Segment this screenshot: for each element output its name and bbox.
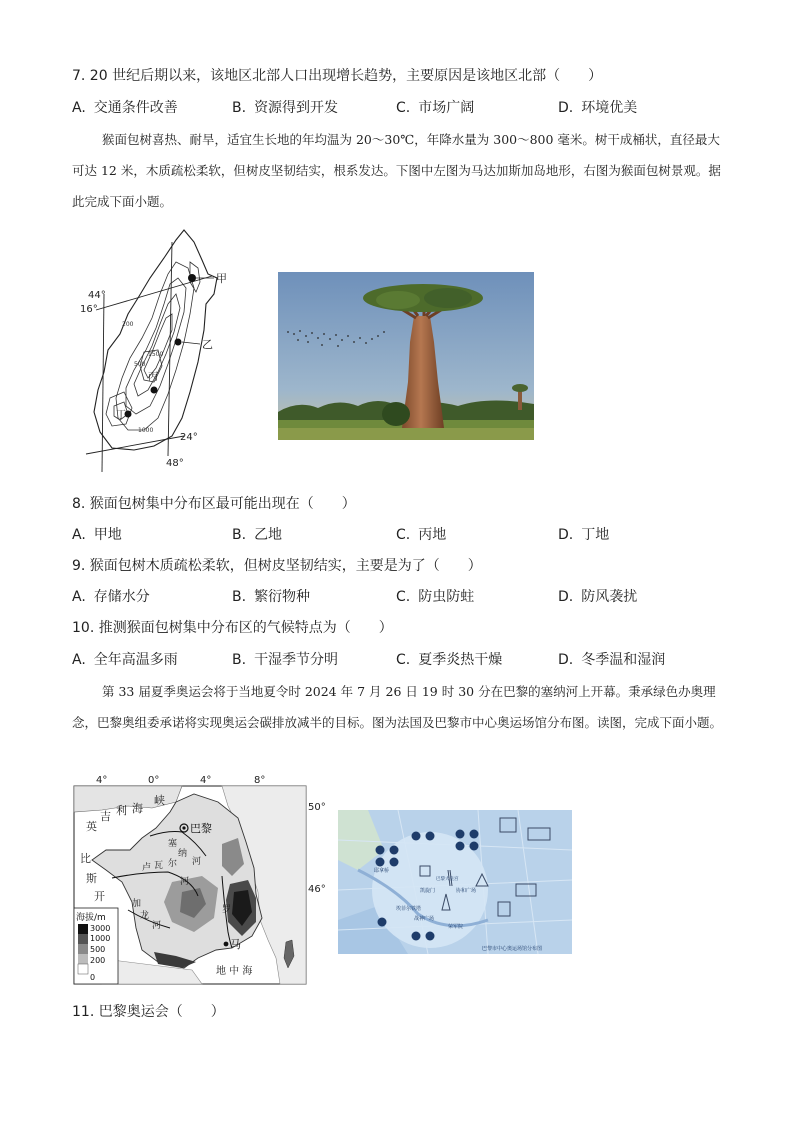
- latitude-24-line: [86, 436, 184, 454]
- point-bing-marker: [151, 387, 158, 394]
- river-char: 加: [132, 899, 142, 909]
- point-ding-label: 丁: [116, 410, 126, 421]
- point-jia-label: 甲: [216, 272, 227, 285]
- latitude-16-line: [96, 276, 212, 310]
- point-yi-marker: [175, 339, 182, 346]
- legend-value: 200: [90, 956, 106, 965]
- venue-label: 战神广场: [414, 916, 435, 922]
- point-bing-label: 丙: [148, 372, 158, 383]
- lon-48-label: 48°: [166, 458, 184, 469]
- lon-44-label: 44°: [88, 290, 106, 301]
- paris-map-caption: 巴黎市中心奥运场馆分布图: [482, 946, 543, 952]
- contour-label-1000: 1000: [138, 427, 154, 434]
- river-char: 瓦: [154, 861, 164, 871]
- venue-label: 凯旋门: [420, 888, 436, 894]
- q11-stem: 11. 巴黎奥运会（ ）: [72, 1004, 225, 1020]
- river-char: 河: [192, 857, 202, 867]
- q7-option-c: C. 市场广阔: [396, 100, 475, 116]
- q8-stem: 8. 猴面包树集中分布区最可能出现在（ ）: [72, 496, 356, 512]
- q10-option-d: D. 冬季温和湿润: [558, 652, 666, 668]
- q9-option-c: C. 防虫防蛀: [396, 589, 475, 605]
- contour-label-200: 200: [122, 321, 134, 328]
- mediterranean-label: 地 中 海: [216, 966, 253, 977]
- q10-option-c: C. 夏季炎热干燥: [396, 652, 503, 668]
- sea-char: 利: [116, 804, 127, 817]
- bay-char: 比: [80, 852, 91, 865]
- france-lon-label: 4°: [96, 775, 108, 786]
- contour-label-1500: 1500: [148, 351, 164, 358]
- sea-char: 英: [86, 820, 97, 833]
- elevation-legend: [74, 908, 118, 984]
- q10-stem: 10. 推测猴面包树集中分布区的气候特点为（ ）: [72, 620, 393, 636]
- legend-value: 500: [90, 945, 106, 954]
- q7-option-d: D. 环境优美: [558, 100, 638, 116]
- river-char: 纳: [178, 849, 188, 859]
- bay-char: 开: [94, 890, 105, 903]
- contour-line: [116, 262, 194, 430]
- bay-char: 斯: [86, 872, 97, 885]
- venue-label: 荣军院: [448, 924, 464, 930]
- q9-option-b: B. 繁衍物种: [232, 589, 311, 605]
- q8-option-c: C. 丙地: [396, 527, 447, 543]
- madagascar-map: [72, 222, 242, 474]
- river-char: 龙: [140, 911, 150, 921]
- river-char: 尔: [168, 859, 178, 869]
- legend-value: 0: [90, 973, 96, 982]
- lat-24-label: 24°: [180, 432, 198, 443]
- venue-label: 埃菲尔铁塔: [396, 906, 422, 912]
- legend-value: 3000: [90, 924, 111, 933]
- q7-option-a: A. 交通条件改善: [72, 100, 178, 116]
- baobab-photo: [278, 272, 534, 440]
- olympics-intro-paragraph: 第 33 届夏季奥运会将于当地夏令时 2024 年 7 月 26 日 19 时 30 分在巴黎的塞纳河上开幕。秉承绿色办奥理念，巴黎奥组委承诺将实现奥运会碳排放减半的目标。图为法国及巴黎市中心奥运场馆分布图。读图，完成下面小题。: [72, 684, 723, 730]
- paris-label: 巴黎: [190, 822, 212, 835]
- q7-stem: 7. 20 世纪后期以来，该地区北部人口出现增长趋势，主要原因是该地区北部（ ）: [72, 68, 603, 84]
- q10-option-a: A. 全年高温多雨: [72, 652, 178, 668]
- q9-option-a: A. 存储水分: [72, 589, 150, 605]
- longitude-48-line: [168, 242, 172, 456]
- q10-option-b: B. 干湿季节分明: [232, 652, 339, 668]
- venue-label: 耶拿桥: [374, 868, 390, 874]
- river-char: 罗: [222, 905, 232, 915]
- france-lon-label: 8°: [254, 775, 266, 786]
- sea-char: 吉: [100, 810, 111, 823]
- q8-option-d: D. 丁地: [558, 527, 610, 543]
- paris-venue-map: [338, 810, 572, 954]
- sea-char: 海: [132, 802, 143, 815]
- river-char: 河: [180, 877, 190, 887]
- france-lat-label: 46°: [308, 884, 326, 895]
- lat-16-label: 16°: [80, 304, 98, 315]
- marseille-label: 马: [230, 938, 241, 951]
- longitude-44-line: [102, 294, 104, 472]
- point-yi-label: 乙: [202, 338, 213, 351]
- q9-option-d: D. 防风袭扰: [558, 589, 638, 605]
- france-map: [72, 772, 326, 986]
- france-lat-label: 50°: [308, 802, 326, 813]
- venue-label: 协和广场: [456, 888, 477, 894]
- baobab-intro-paragraph: 猴面包树喜热、耐旱，适宜生长地的年均温为 20～30℃，年降水量为 300～800 毫米。树干成桶状，直径最大可达 12 米，木质疏松柔软，但树皮坚韧结实，根系发达。下图中左图为马达加斯加岛地形，右图为猴面包树景观。据此完成下面小题。: [72, 132, 721, 209]
- q8-option-a: A. 甲地: [72, 527, 122, 543]
- river-char: 塞: [168, 839, 178, 849]
- contour-label-500: 500: [134, 361, 146, 368]
- river-char: 河: [152, 921, 162, 931]
- q7-option-b: B. 资源得到开发: [232, 100, 339, 116]
- france-lon-label: 4°: [200, 775, 212, 786]
- point-jia-marker: [188, 274, 196, 282]
- madagascar-coastline: [94, 230, 217, 450]
- sea-char: 峡: [154, 794, 165, 807]
- river-char: 卢: [142, 863, 152, 873]
- legend-title: 海拔/m: [76, 913, 106, 923]
- marseille-marker: [224, 942, 229, 947]
- france-lon-label: 0°: [148, 775, 160, 786]
- legend-value: 1000: [90, 934, 111, 943]
- venue-label: 巴黎大皇宫: [436, 877, 459, 882]
- q9-stem: 9. 猴面包树木质疏松柔软，但树皮坚韧结实，主要是为了（ ）: [72, 558, 482, 574]
- q8-option-b: B. 乙地: [232, 527, 283, 543]
